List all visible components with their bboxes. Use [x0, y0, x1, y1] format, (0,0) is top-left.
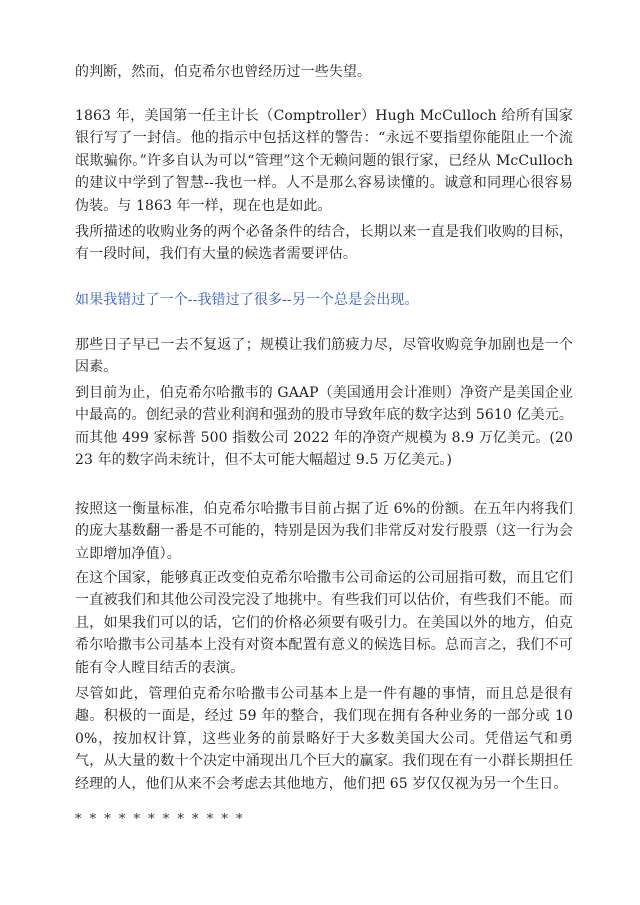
paragraph-continuation: 的判断，然而，伯克希尔也曾经历过一些失望。 [75, 64, 372, 80]
paragraph-few-candidates: 在这个国家，能够真正改变伯克希尔哈撒韦公司命运的公司屈指可数，而且它们一直被我们和其他公司没完没了地挑中。有些我们可以估价，有些我们不能。而且，如果我们可以的话，它们的价格必须要有吸引力。在美国以外的地方，伯克希尔哈撒韦公司基本上没有对资本配置有意义的候选目标。总而言之，我们不可能有令人瞠目结舌的表演。 [75, 570, 573, 676]
paragraph-missed-deals-link[interactable]: 如果我错过了一个--我错过了很多--另一个总是会出现。 [75, 292, 419, 308]
paragraph-acquisition-criteria: 我所描述的收购业务的两个必备条件的结合，长期以来一直是我们收购的目标，有一段时间，我们有大量的候选者需要评估。 [75, 224, 573, 263]
paragraph-mcculloch-letter: 1863 年，美国第一任主计长（Comptroller）Hugh McCulloch 给所有国家银行写了一封信。他的指示中包括这样的警告：“永远不要指望你能阻止一个流氓欺骗你。”许多自认为可以“管理”这个无赖问题的银行家，已经从 McCulloch 的建议中学到了智慧--我也一样。人不是那么容易读懂的。诚意和同理心很容易伪装。与 1863 年一样，现在也是如此。 [75, 108, 573, 214]
paragraph-scale: 那些日子早已一去不复返了；规模让我们筋疲力尽，尽管收购竞争加剧也是一个因素。 [75, 337, 573, 376]
section-separator: * * * * * * * * * * * * [75, 812, 245, 827]
paragraph-share-of-sp500: 按照这一衡量标准，伯克希尔哈撒韦目前占据了近 6%的份额。在五年内将我们的庞大基数翻一番是不可能的，特别是因为我们非常反对发行股票（这一行为会立即增加净值）。 [75, 501, 573, 562]
paragraph-gaap-net-worth: 到目前为止，伯克希尔哈撒韦的 GAAP（美国通用会计准则）净资产是美国企业中最高的。创纪录的营业利润和强劲的股市导致年底的数字达到 5610 亿美元。而其他 499 家标普 500 指数公司 2022 年的净资产规模为 8.9 万亿美元。(2023 年的数字尚未统计，但不太可能大幅超过 9.5 万亿美元。) [75, 385, 573, 469]
paragraph-managing-berkshire: 尽管如此，管理伯克希尔哈撒韦公司基本上是一件有趣的事情，而且总是很有趣。积极的一面是，经过 59 年的整合，我们现在拥有各种业务的一部分或 100%，按加权计算，这些业务的前景略好于大多数美国大公司。凭借运气和勇气，从大量的数十个决定中涌现出几个巨大的赢家。我们现在有一小群长期担任经理的人，他们从来不会考虑去其他地方，他们把 65 岁仅仅视为另一个生日。 [75, 686, 573, 792]
